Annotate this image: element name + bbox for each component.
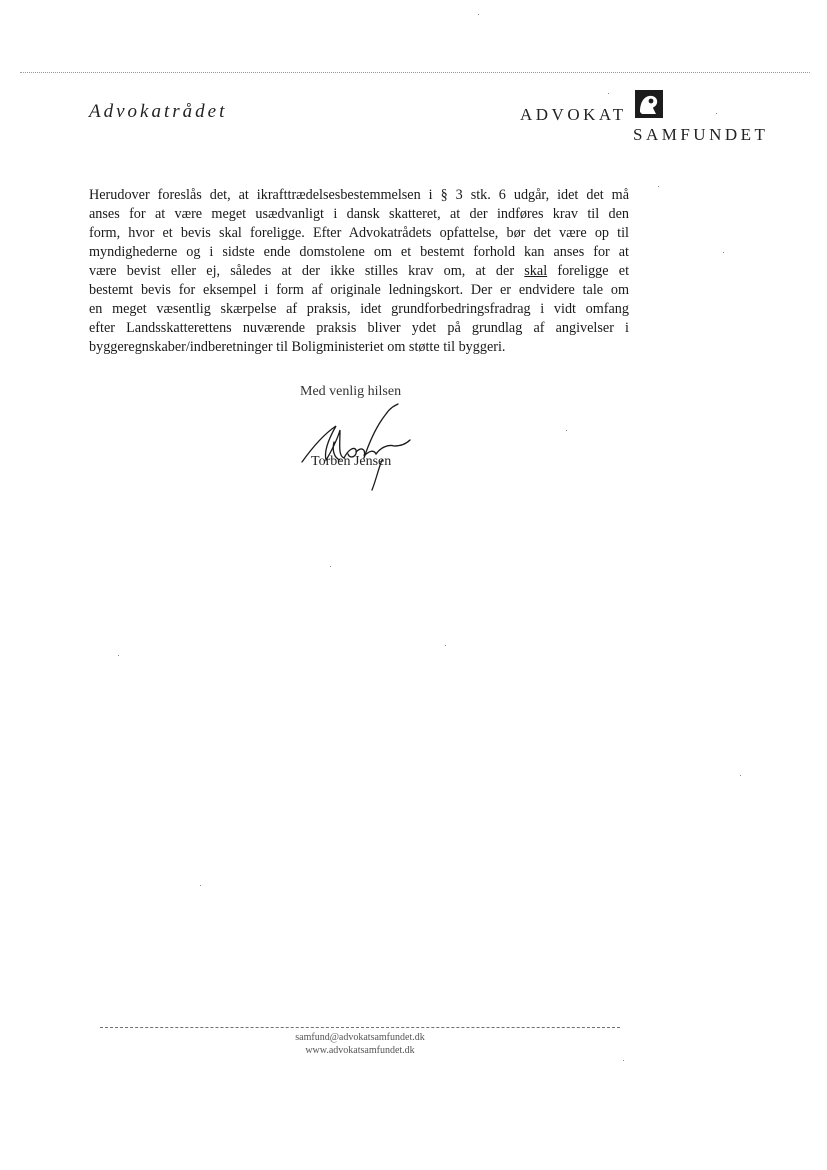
- scan-speck: [740, 775, 741, 776]
- body-line: form, hvor et bevis skal foreligge. Efter Advokatrådets opfattelse, bør det være op til: [89, 225, 629, 241]
- body-line: myndighederne og i sidste ende domstolene om et bestemt forhold kan anses for at: [89, 244, 629, 260]
- scan-speck: [566, 430, 567, 431]
- scan-speck: [658, 186, 659, 187]
- top-dotted-rule: [20, 72, 810, 73]
- scan-speck: [118, 655, 119, 656]
- advokatsamfundet-logo-icon: [634, 88, 664, 120]
- body-line: efter Landsskatterettens nuværende praksis bliver ydet på grundlag af angivelser i: [89, 320, 629, 336]
- handwritten-signature: [298, 400, 418, 492]
- footer-rule: [100, 1027, 620, 1028]
- body-line: en meget væsentlig skærpelse af praksis, idet grundforbedringsfradrag i vidt omfang: [89, 301, 629, 317]
- scan-speck: [608, 93, 609, 94]
- body-line-tail: foreligge et: [557, 263, 630, 279]
- body-line: Herudover foreslås det, at ikrafttrædelsesbestemmelsen i § 3 stk. 6 udgår, idet det må: [89, 187, 629, 203]
- signer-name: Torben Jensen: [311, 454, 392, 469]
- body-line: bestemt bevis for eksempel i form af originale ledningskort. Der er endvidere tale om: [89, 282, 629, 298]
- footer-website: www.advokatsamfundet.dk: [305, 1045, 415, 1056]
- body-line: [89, 262, 629, 281]
- scan-speck: [723, 252, 724, 253]
- letter-body: [89, 186, 629, 357]
- advokatsamfundet-logo: [520, 88, 790, 148]
- logo-word-samfundet: SAMFUNDET: [633, 125, 769, 144]
- scan-speck: [330, 566, 331, 567]
- logo-word-advokat: ADVOKAT: [520, 105, 627, 124]
- body-line: byggeregnskaber/indberetninger til Boligministeriet om støtte til byggeri.: [89, 339, 506, 355]
- scan-speck: [445, 645, 446, 646]
- scan-speck: [478, 14, 479, 15]
- scan-speck: [716, 113, 717, 114]
- scan-speck: [200, 885, 201, 886]
- body-line: anses for at være meget usædvanligt i dansk skatteret, at der indføres krav til den: [89, 206, 629, 222]
- footer-contact: [260, 1031, 460, 1057]
- scan-speck: [623, 1060, 624, 1061]
- header-advokatraadet: Advokatrådet: [89, 101, 228, 122]
- underlined-word: skal: [524, 263, 548, 279]
- footer-email: samfund@advokatsamfundet.dk: [295, 1032, 425, 1043]
- body-line-text: være bevist eller ej, således at der ikke stilles krav om, at der: [89, 263, 515, 279]
- closing-greeting: Med venlig hilsen: [300, 384, 402, 399]
